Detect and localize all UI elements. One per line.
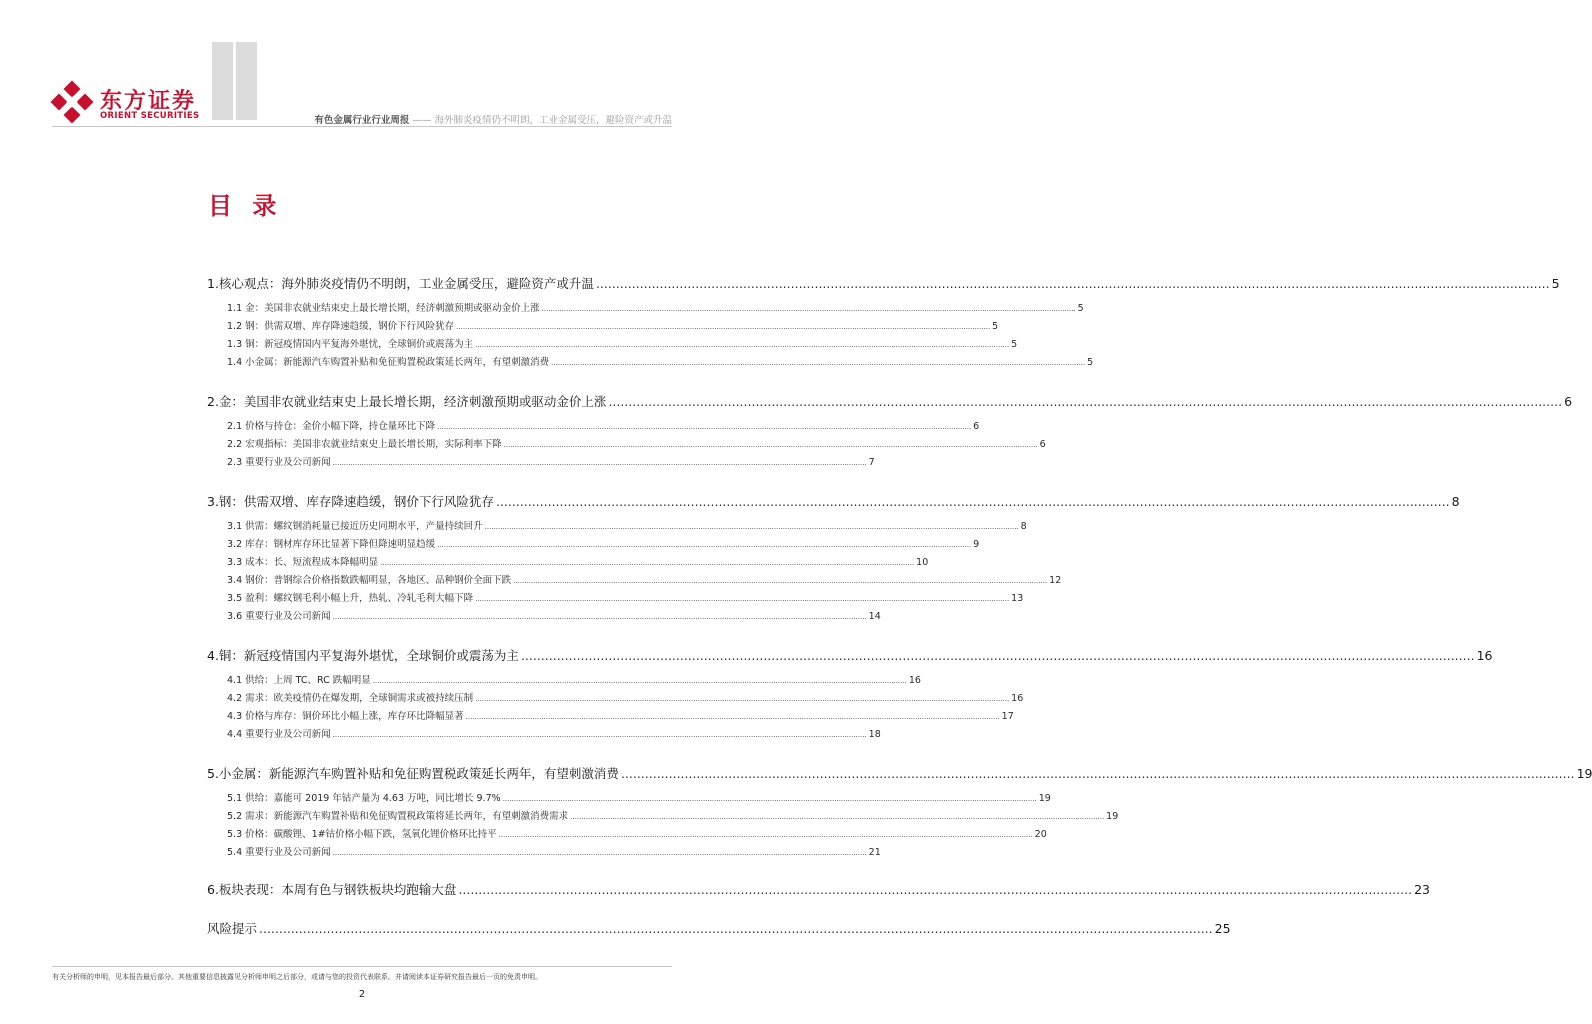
toc-entry[interactable] [207,764,1592,783]
toc-entry-label: 1.2 钢：供需双增、库存降速趋缓，钢价下行风险犹存 [227,321,455,332]
toc-leader-dots [380,556,914,571]
toc-entry[interactable] [207,646,1493,665]
toc-entry-label: 4.2 需求：欧美疫情仍在爆发期，全球铜需求或被持续压制 [227,693,474,704]
toc-page-number: 10 [916,557,929,568]
toc-entry-label: 3.4 钢价：普钢综合价格指数跌幅明显，各地区、品种钢价全面下跌 [227,575,512,586]
toc-leader-dots [570,810,1104,825]
toc-entry-label: 3.5 盈利：螺纹钢毛利小幅上升，热轧、冷轧毛利大幅下降 [227,593,474,604]
toc-leader-dots [475,592,1009,607]
toc-entry[interactable] [207,492,1460,511]
footer-disclaimer: 有关分析师的申明，见本报告最后部分。其他重要信息披露见分析师申明之后部分，或请与您的投资代表联系。并请阅读本证券研究报告最后一页的免责申明。 [52,973,542,981]
toc-page-number: 5 [1551,276,1560,291]
toc-leader-dots [521,646,1475,665]
toc-page-number: 25 [1214,921,1231,936]
toc-entry-label: 3.6 重要行业及公司新闻 [227,611,331,622]
footer-divider [52,966,672,967]
toc-page-number: 20 [1034,829,1047,840]
toc-entry-label: 5.4 重要行业及公司新闻 [227,847,331,858]
toc-leader-dots [475,692,1009,707]
toc-leader-dots [458,880,1412,899]
toc-entry-label: 5.2 需求：新能源汽车购置补贴和免征购置税政策将延长两年，有望刺激消费需求 [227,811,569,822]
toc-page-number: 23 [1414,882,1430,897]
toc-subentry[interactable] [207,355,1094,370]
toc-subentry[interactable] [207,555,929,570]
toc-leader-dots [475,338,1009,353]
toc-leader-dots [485,520,1019,535]
toc-leader-dots [437,420,971,435]
toc-page-number: 5 [1011,339,1018,350]
toc-entry-label: 4.3 价格与库存：铜价环比小幅上涨，库存环比降幅显著 [227,711,464,722]
toc-subentry[interactable] [207,337,1018,352]
toc-page-number: 6 [973,421,980,432]
toc-page-number: 14 [868,611,881,622]
toc-entry[interactable] [207,274,1560,293]
toc-subentry[interactable] [207,809,1119,824]
toc-leader-dots [608,392,1562,411]
toc-subentry[interactable] [207,673,921,688]
report-subtitle: 海外肺炎疫情仍不明朗，工业金属受压，避险资产或升温 [434,115,672,126]
toc-page-number: 7 [868,457,875,468]
toc-page-number: 12 [1049,575,1062,586]
toc-leader-dots [551,356,1085,371]
toc-leader-dots [499,828,1033,843]
toc-leader-dots [437,538,971,553]
toc-leader-dots [504,438,1038,453]
toc-page-number: 16 [908,675,921,686]
toc-title: 目 录 [208,192,283,220]
toc-entry-label: 6.板块表现：本周有色与钢铁板块均跑输大盘 [207,882,457,897]
report-header [314,112,672,126]
toc-subentry[interactable] [207,437,1046,452]
toc-leader-dots [456,320,990,335]
toc-subentry[interactable] [207,591,1024,606]
toc-entry-label: 风险提示 [207,921,258,936]
toc-entry-label: 5.3 价格：碳酸锂、1#钴价格小幅下跌，氢氧化锂价格环比持平 [227,829,497,840]
toc-subentry[interactable] [207,827,1047,842]
toc-subentry[interactable] [207,537,980,552]
toc-entry[interactable] [207,919,1231,938]
toc-page-number: 5 [1087,357,1094,368]
toc-entry-label: 2.2 宏观指标：美国非农就业结束史上最长增长期，实际利率下降 [227,439,502,450]
toc-page-number: 6 [1564,394,1573,409]
orient-securities-logo-icon [52,82,94,124]
logo-name-en: ORIENT SECURITIES [100,111,200,121]
logo-name-cn: 东方证券 [100,89,197,114]
toc-page-number: 19 [1038,793,1051,804]
toc-leader-dots [496,492,1450,511]
toc-entry-label: 4.铜：新冠疫情国内平复海外堪忧，全球铜价或震荡为主 [207,648,519,663]
toc-page-number: 13 [1011,593,1024,604]
toc-entry-label: 5.1 供给：嘉能可 2019 年钴产量为 4.63 万吨，同比增长 9.7% [227,793,501,804]
toc-subentry[interactable] [207,419,980,434]
toc-page-number: 9 [973,539,980,550]
page-number: 2 [358,989,366,1000]
toc-entry-label: 3.2 库存：钢材库存环比显著下降但降速明显趋缓 [227,539,436,550]
toc-entry-label: 4.1 供给：上周 TC、RC 跌幅明显 [227,675,371,686]
toc-page-number: 18 [868,729,881,740]
toc-subentry[interactable] [207,455,875,470]
toc-page-number: 5 [1077,303,1084,314]
toc-leader-dots [259,919,1213,938]
toc-leader-dots [596,274,1550,293]
toc-leader-dots [542,302,1076,317]
toc-entry-label: 2.金：美国非农就业结束史上最长增长期，经济刺激预期或驱动金价上涨 [207,394,607,409]
header-separator: —— [412,115,432,126]
toc-page-number: 5 [992,321,999,332]
header-decor-bar-1 [212,42,233,120]
toc-subentry[interactable] [207,319,999,334]
toc-leader-dots [466,710,1000,725]
toc-entry[interactable] [207,392,1573,411]
toc-entry-label: 3.3 成本：长、短流程成本降幅明显 [227,557,379,568]
toc-leader-dots [333,456,867,471]
toc-leader-dots [333,728,867,743]
toc-subentry[interactable] [207,691,1024,706]
toc-subentry[interactable] [207,301,1084,316]
toc-entry[interactable] [207,880,1430,899]
header-decor-bar-2 [236,42,257,120]
toc-page-number: 21 [868,847,881,858]
toc-subentry[interactable] [207,791,1051,806]
toc-leader-dots [373,674,907,689]
toc-subentry[interactable] [207,519,1027,534]
toc-leader-dots [333,846,867,861]
company-logo [52,80,212,124]
toc-entry-label: 1.4 小金属：新能源汽车购置补贴和免征购置税政策延长两年，有望刺激消费 [227,357,550,368]
toc-entry-label: 5.小金属：新能源汽车购置补贴和免征购置税政策延长两年，有望刺激消费 [207,766,619,781]
toc-page-number: 19 [1106,811,1119,822]
toc-subentry[interactable] [207,845,881,860]
toc-entry-label: 1.3 铜：新冠疫情国内平复海外堪忧，全球铜价或震荡为主 [227,339,474,350]
header-divider [52,126,672,127]
toc-page-number: 8 [1020,521,1027,532]
toc-page-number: 19 [1576,766,1592,781]
toc-subentry[interactable] [207,573,1062,588]
toc-leader-dots [621,764,1575,783]
toc-leader-dots [503,792,1037,807]
toc-subentry[interactable] [207,709,1014,724]
toc-page-number: 6 [1039,439,1046,450]
toc-page-number: 16 [1476,648,1493,663]
toc-page-number: 8 [1451,494,1460,509]
toc-entry-label: 1.核心观点：海外肺炎疫情仍不明朗，工业金属受压，避险资产或升温 [207,276,594,291]
toc-page-number: 16 [1011,693,1024,704]
toc-page-number: 17 [1001,711,1014,722]
toc-entry-label: 3.1 供需：螺纹钢消耗量已接近历史同期水平，产量持续回升 [227,521,483,532]
toc-entry-label: 2.1 价格与持仓：金价小幅下降，持仓量环比下降 [227,421,436,432]
toc-entry-label: 1.1 金：美国非农就业结束史上最长增长期，经济刺激预期或驱动金价上涨 [227,303,540,314]
toc-entry-label: 3.钢：供需双增、库存降速趋缓，钢价下行风险犹存 [207,494,494,509]
toc-entry-label: 2.3 重要行业及公司新闻 [227,457,331,468]
toc-leader-dots [513,574,1047,589]
report-type: 有色金属行业行业周报 [314,115,410,126]
toc-entry-label: 4.4 重要行业及公司新闻 [227,729,331,740]
toc-subentry[interactable] [207,727,881,742]
toc-subentry[interactable] [207,609,881,624]
toc-leader-dots [333,610,867,625]
table-of-contents [207,254,1592,938]
